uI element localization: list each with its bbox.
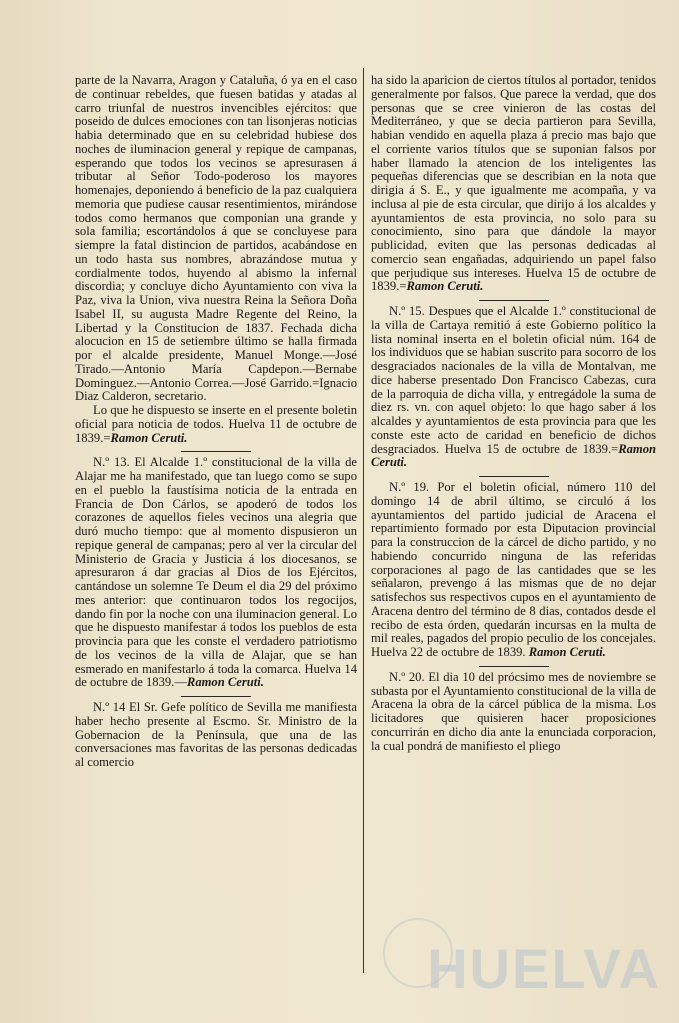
signature: Ramon Ceruti. (110, 430, 188, 445)
section-rule (479, 666, 549, 667)
paragraph: N.º 14 El Sr. Gefe político de Sevilla me manifiesta haber hecho presente al Escmo. Sr. Ministro de la Gobernacion de la Península, que una de las conversaciones mas favoritas de las personas dedicadas al comercio (75, 700, 357, 769)
signature: Ramon Ceruti. (528, 645, 606, 659)
paragraph-text: N.º 19. Por el boletin oficial, número 110 del domingo 14 de abril último, se circuló á los ayuntamientos del partido judicial de Aracena el repartimiento formado por esta Diputacion provincial para la construccion de la cárcel de dicho partido, y no habiendo concurrido ninguna de las referidas corporaciones al pago de las cantidades que se les señalaron, prevengo á las mismas que de no dejar satisfechos sus respectivos cupos en el ayuntamiento de Aracena dentro del término de 8 dias, contados desde el recibo de esta órden, quedarán incursas en la multa de mil reales, pagados del propio peculio de los concejales. Huelva 22 de octubre de 1839. (371, 480, 656, 659)
paragraph (371, 74, 656, 294)
signature: Ramon Ceruti. (406, 279, 484, 294)
column-divider (363, 68, 364, 973)
section-rule (181, 696, 251, 697)
huelva-watermark: HUELVA (427, 937, 661, 1000)
section-rule (479, 476, 549, 477)
signature: Ramon Ceruti. (371, 441, 656, 470)
left-column (75, 74, 357, 770)
paragraph-text: ha sido la aparicion de ciertos títulos al portador, tenidos generalmente por falsos. Que parece la verdad, que dos personas que se cree vinieron de las costas del Mediterráneo, y que se decia partieron para Sevilla, habian vendido en aquella plaza á precio mas bajo que el corriente varios títulos que se suponian falsos por haber llamado la atencion de los inteligentes las pequeñas diferencias que se describian en la nota que dirigia á S. E., y que igualmente me acompaña, y va inclusa al pie de esta circular, que dirijo á los alcaldes y ayuntamientos de esta provincia, no solo para su conocimiento, sino para que dándole la mayor publicidad, eviten que las personas dedicadas al comercio sean engañadas, adquiriendo un papel falso que perjudique sus intereses. Huelva 15 de octubre de 1839.= (371, 73, 656, 294)
section-rule (181, 451, 251, 452)
paragraph-text: N.º 13. El Alcalde 1.º constitucional de la villa de Alajar me ha manifestado, que tan luego como se supo en el pueblo la faustísima noticia de la entrada en Francia de Don Cárlos, se apoderó de todos los corazones de aquellos fieles vecinos una alegria que duró mucho tiempo: que al momento dispusieron un repique general de campanas; pero al ver la circular del Ministerio de Gracia y Justicia á los diocesanos, se apresuraron á dar gracias al Dios de los Ejércitos, cantándose un solemne Te Deum el dia 29 del próximo mes anterior: que continuaron todos los regocijos, dando fin por la noche con una iluminacion general. Lo que he dispuesto manifestar á todos los pueblos de esta provincia para que les conste el verdadero patriotismo de los vecinos de la villa de Alajar, que se han esmerado en manifestarlo á toda la comarca. Huelva 14 de octubre de 1839.— (75, 455, 357, 690)
right-column (371, 74, 656, 753)
paragraph: N.º 20. El dia 10 del prócsimo mes de noviembre se subasta por el Ayuntamiento constitucional de la villa de Aracena la obra de la cárcel pública de la misma. Los licitadores que quisieren hacer proposiciones concurrirán en dicho dia ante la enunciada corporacion, la cual pondrá de manifiesto el pliego (371, 669, 656, 753)
section-rule (479, 300, 549, 301)
paragraph: parte de la Navarra, Aragon y Cataluña, ó ya en el caso de continuar rebeldes, que fuesen batidas y atadas al carro triunfal de nuestros invencibles ejércitos: que poseido de dulces emociones con tan lisonjeras noticias habia determinado que en su celebridad hubiese dos noches de iluminacion general y repique de campanas, esperando que todos los vecinos se apresurasen á tributar al Señor Todo-poderoso los mayores homenajes, deponiendo á beneficio de la paz cualquiera memoria que pudiese causar resentimientos, mirándose todos como hermanos que componian una grande y sola familia; escortándolos á que se concluyese para siempre la fatal distincion de partidos, acabándose en un todo hasta sus nombres, abrazándose mutua y cordialmente todos, huyendo al abismo la infernal discordia; y concluye dicho Ayuntamiento con viva la Paz, viva la Union, viva nuestra Reina la Señora Doña Isabel II, su augusta Madre Regente del Reino, la Libertad y la Constitucion de 1837. Fechada dicha alocucion en 15 de setiembre último se halla firmada por el alcalde presidente, Manuel Monge.—José Tirado.—Antonio María Capdepon.—Bernabe Dominguez.—Antonio Correa.—José Garrido.=Ignacio Diaz Calderon, secretario. (75, 73, 357, 404)
paragraph (371, 481, 656, 660)
signature: Ramon Ceruti. (186, 675, 264, 690)
paragraph-text: Lo que he dispuesto se inserte en el presente boletin oficial para noticia de todos. Huelva 11 de octubre de 1839.= (75, 403, 357, 445)
paragraph (75, 456, 357, 690)
paragraph (371, 305, 656, 470)
paragraph-text: N.º 15. Despues que el Alcalde 1.º constitucional de la villa de Cartaya remitió á este Gobierno político la lista nominal inserta en el boletin oficial núm. 164 de los individuos que se habian suscrito para socorro de los desgraciados nacionales de la villa de Montalvan, me dice haberse presentado Don Francisco Cabezas, cura de la parroquia de dicha villa, y entregádole la suma de diez rs. vn. con aquel objeto: lo que hago saber á los alcaldes y ayuntamientos de esta provincia para que les conste este acto de caridad en beneficio de dichos desgraciados. Huelva 15 de octubre de 1839.= (371, 304, 656, 456)
paragraph (75, 404, 357, 445)
